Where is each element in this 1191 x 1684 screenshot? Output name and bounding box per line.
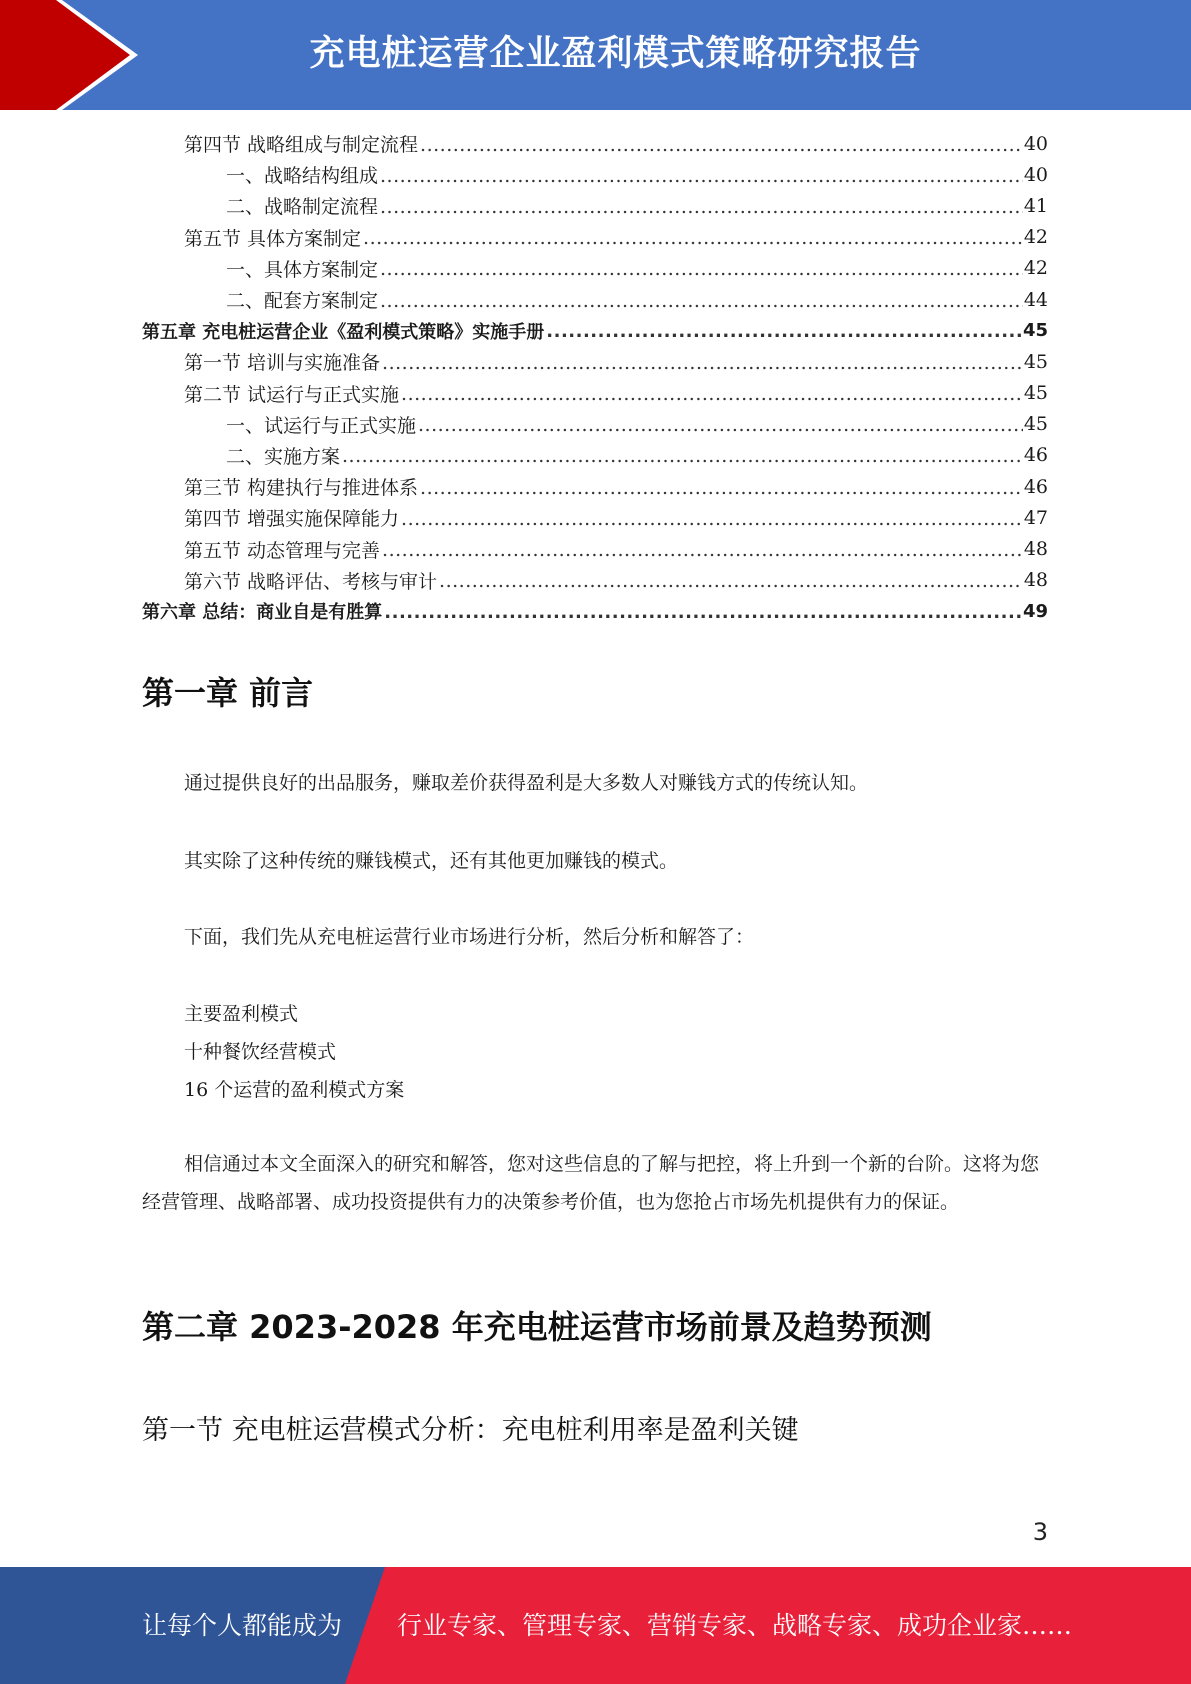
toc-entry-page: 41 (1023, 194, 1048, 217)
toc-entry-title: 第六节 战略评估、考核与审计 (184, 570, 438, 593)
list-item: 主要盈利模式 (184, 1003, 299, 1025)
toc-leader-dots (420, 477, 1023, 499)
toc-entry[interactable] (142, 440, 1048, 471)
toc-leader-dots (363, 227, 1023, 249)
toc-entry-title: 第五节 具体方案制定 (184, 227, 362, 250)
page-number: 3 (1032, 1518, 1048, 1546)
chapter-1-heading: 第一章 前言 (142, 674, 314, 712)
toc-entry[interactable] (142, 378, 1048, 409)
toc-entry-title: 一、战略结构组成 (226, 165, 379, 188)
toc-entry-title: 二、配套方案制定 (226, 290, 379, 313)
toc-leader-dots (546, 321, 1022, 342)
toc-leader-dots (380, 196, 1023, 218)
toc-entry-page: 48 (1023, 569, 1048, 592)
toc-entry[interactable] (142, 565, 1048, 596)
toc-entry[interactable] (142, 315, 1048, 346)
toc-entry-page: 42 (1023, 226, 1048, 249)
toc-entry-title: 第四节 战略组成与制定流程 (184, 134, 419, 157)
toc-leader-dots (342, 445, 1023, 467)
paragraph: 下面，我们先从充电桩运营行业市场进行分析，然后分析和解答了： (184, 926, 755, 948)
toc-leader-dots (401, 383, 1023, 405)
toc-entry[interactable] (142, 346, 1048, 377)
table-of-contents (142, 128, 1048, 627)
list-item: 16 个运营的盈利模式方案 (184, 1079, 405, 1101)
toc-leader-dots (384, 602, 1022, 623)
toc-entry-page: 46 (1023, 444, 1048, 467)
toc-leader-dots (401, 508, 1023, 530)
toc-entry-page: 47 (1023, 506, 1048, 529)
toc-entry[interactable] (142, 596, 1048, 627)
toc-entry[interactable] (142, 284, 1048, 315)
toc-entry-title: 第三节 构建执行与推进体系 (184, 477, 419, 500)
toc-entry-title: 二、实施方案 (226, 445, 341, 468)
toc-entry[interactable] (142, 190, 1048, 221)
toc-entry-title: 第五章 充电桩运营企业《盈利模式策略》实施手册 (142, 321, 545, 343)
toc-entry-page: 40 (1023, 132, 1048, 155)
toc-leader-dots (439, 570, 1023, 592)
toc-entry-title: 二、战略制定流程 (226, 196, 379, 219)
toc-leader-dots (380, 165, 1023, 187)
toc-entry[interactable] (142, 502, 1048, 533)
toc-entry-page: 44 (1023, 288, 1048, 311)
toc-entry-page: 42 (1023, 257, 1048, 280)
paragraph: 通过提供良好的出品服务，赚取差价获得盈利是大多数人对赚钱方式的传统认知。 (184, 772, 869, 794)
document-title: 充电桩运营企业盈利模式策略研究报告 (309, 34, 922, 74)
list-item: 十种餐饮经营模式 (184, 1041, 337, 1063)
paragraph: 相信通过本文全面深入的研究和解答，您对这些信息的了解与把控，将上升到一个新的台阶。这将为您经营管理、战略部署、成功投资提供有力的决策参考价值，也为您抢占市场先机提供有力的保证。 (142, 1153, 1040, 1213)
toc-entry-page: 45 (1023, 350, 1048, 373)
toc-entry[interactable] (142, 533, 1048, 564)
toc-entry-title: 第四节 增强实施保障能力 (184, 508, 400, 531)
toc-entry-page: 40 (1023, 163, 1048, 186)
toc-leader-dots (418, 414, 1023, 436)
toc-entry-page: 49 (1022, 600, 1048, 622)
section-heading: 第一节 充电桩运营模式分析：充电桩利用率是盈利关键 (142, 1415, 799, 1446)
toc-entry-page: 46 (1023, 475, 1048, 498)
toc-entry[interactable] (142, 471, 1048, 502)
toc-entry-page: 45 (1023, 382, 1048, 405)
toc-entry[interactable] (142, 128, 1048, 159)
toc-entry-page: 45 (1022, 320, 1048, 342)
paragraph: 其实除了这种传统的赚钱模式，还有其他更加赚钱的模式。 (184, 850, 679, 872)
toc-leader-dots (380, 290, 1023, 312)
toc-leader-dots (382, 352, 1023, 374)
toc-leader-dots (420, 134, 1023, 156)
toc-entry[interactable] (142, 222, 1048, 253)
toc-entry-page: 45 (1023, 413, 1048, 436)
page-header (0, 0, 1191, 110)
footer-slogan-left: 让每个人都能成为 (142, 1611, 343, 1640)
toc-entry-title: 第五节 动态管理与完善 (184, 539, 381, 562)
toc-entry-title: 第六章 总结：商业自是有胜算 (142, 602, 383, 624)
toc-entry[interactable] (142, 159, 1048, 190)
toc-entry-title: 一、具体方案制定 (226, 258, 379, 281)
toc-entry-title: 一、试运行与正式实施 (226, 414, 417, 437)
toc-entry-title: 第二节 试运行与正式实施 (184, 383, 400, 406)
toc-entry-title: 第一节 培训与实施准备 (184, 352, 381, 375)
toc-entry[interactable] (142, 253, 1048, 284)
toc-entry[interactable] (142, 409, 1048, 440)
toc-entry-page: 48 (1023, 538, 1048, 561)
toc-leader-dots (380, 258, 1023, 280)
toc-leader-dots (382, 539, 1023, 561)
page-footer (0, 1567, 1191, 1684)
footer-slogan-right: 行业专家、管理专家、营销专家、战略专家、成功企业家…… (397, 1611, 1073, 1640)
chapter-2-heading: 第二章 2023-2028 年充电桩运营市场前景及趋势预测 (142, 1308, 932, 1346)
